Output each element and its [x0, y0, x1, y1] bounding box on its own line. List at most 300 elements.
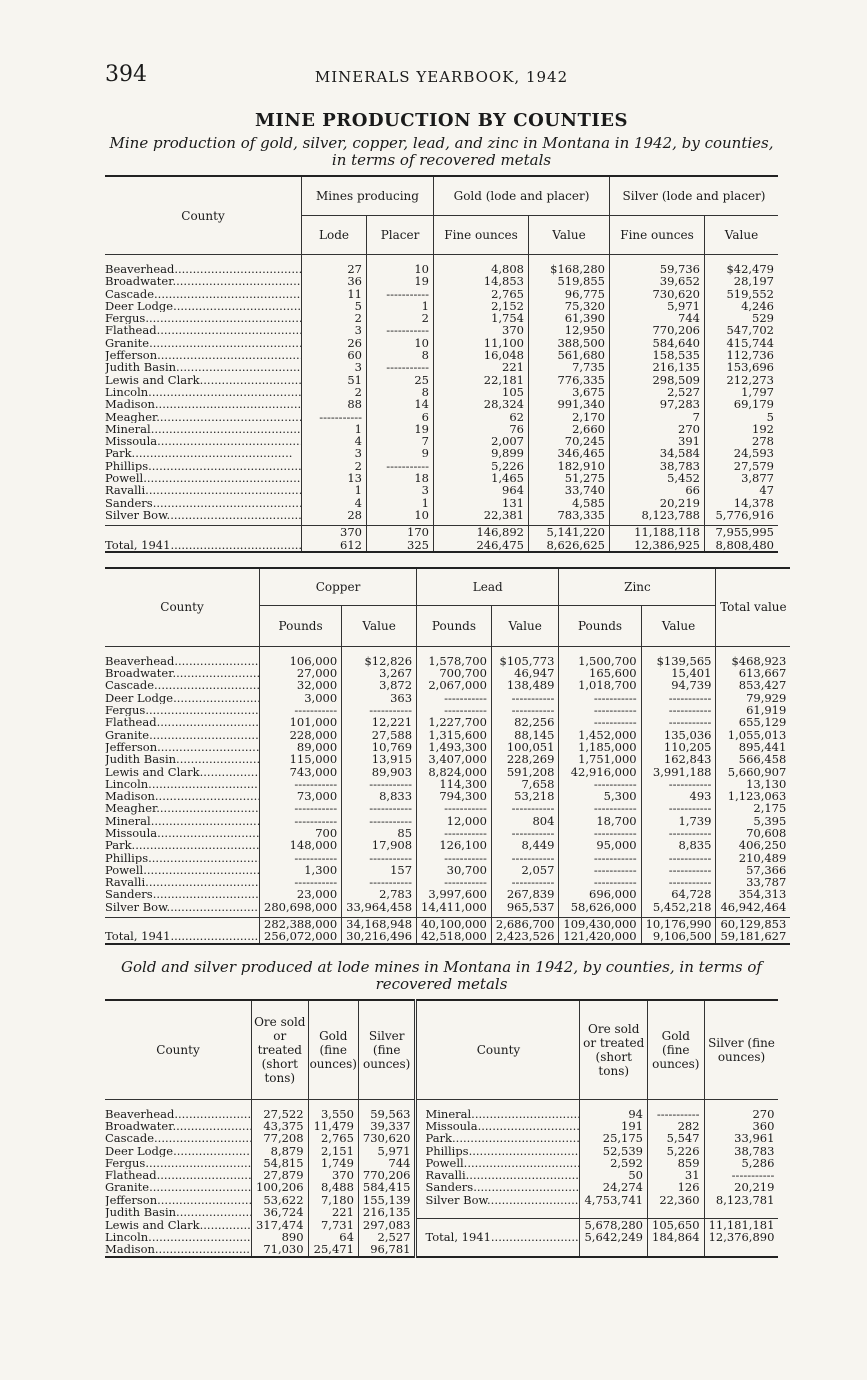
dot-leader	[176, 1206, 251, 1218]
table-row	[105, 398, 778, 410]
dot-leader	[173, 692, 259, 704]
county-name	[105, 435, 302, 447]
table-cell: 730,620	[610, 288, 705, 300]
table-cell: 22,381	[434, 509, 529, 521]
table-row	[105, 1132, 778, 1144]
table-cell: 566,458	[716, 753, 790, 765]
table-row	[105, 802, 790, 814]
county-label: Meagher	[105, 410, 157, 423]
empty-cell	[416, 1243, 580, 1256]
county-name	[105, 667, 260, 679]
table-cell: 853,427	[716, 679, 790, 691]
table-cell: 964	[434, 484, 529, 496]
dot-leader	[154, 1132, 251, 1144]
table-cell: 3,000	[260, 692, 342, 704]
county-name	[105, 704, 260, 716]
table-cell: $139,565	[641, 655, 716, 667]
table-cell: 2,783	[342, 888, 417, 900]
county-name	[105, 300, 302, 312]
total-cell: 5,678,280	[580, 1218, 648, 1231]
table-cell: 131	[434, 497, 529, 509]
county-label: Beaverhead	[105, 1107, 175, 1120]
table-cell: -----------	[641, 778, 716, 790]
col-lead-pounds: Pounds	[417, 605, 492, 646]
dot-leader	[153, 497, 302, 509]
table-cell: 7,731	[308, 1218, 358, 1231]
table-cell: 280,698,000	[260, 901, 342, 913]
county-name	[105, 1218, 252, 1231]
table-cell: 2,057	[491, 864, 559, 876]
table-cell: 7,180	[308, 1194, 358, 1206]
empty-cell	[704, 1206, 778, 1218]
table-cell: 278	[705, 435, 779, 447]
table-cell: 12,000	[417, 815, 492, 827]
table-cell: 3,407,000	[417, 753, 492, 765]
table-cell: 27,579	[705, 460, 779, 472]
table-cell: 59,563	[358, 1108, 416, 1120]
table-cell: 1,123,063	[716, 790, 790, 802]
table-cell: 112,736	[705, 349, 779, 361]
table-cell: 79,929	[716, 692, 790, 704]
table-cell: 100,051	[491, 741, 559, 753]
table-cell: 730,620	[358, 1132, 416, 1144]
table-cell: -----------	[491, 827, 559, 839]
table-cell: 157	[342, 864, 417, 876]
county-label: Flathead	[105, 324, 157, 337]
county-name	[105, 509, 302, 521]
county-name	[416, 1145, 580, 1157]
table-cell: 100,206	[252, 1181, 309, 1193]
table-cell: 32,000	[260, 679, 342, 691]
col-lode: Lode	[302, 216, 367, 255]
total-label	[416, 1218, 580, 1231]
table-cell: 794,300	[417, 790, 492, 802]
dot-leader	[174, 263, 301, 275]
table-cell: 13	[302, 472, 367, 484]
dot-leader	[170, 539, 301, 552]
col-silver-right: Silver (fine ounces)	[704, 1000, 778, 1100]
table-cell: 282	[648, 1120, 705, 1132]
dot-leader	[149, 1181, 251, 1193]
table-cell: 162,843	[641, 753, 716, 765]
table-cell: 85	[342, 827, 417, 839]
journal-title: MINERALS YEARBOOK, 1942	[314, 68, 569, 86]
col-lead-value: Value	[491, 605, 559, 646]
county-name	[105, 423, 302, 435]
county-label: Judith Basin	[105, 753, 177, 766]
col-county: County	[105, 176, 302, 255]
county-label: Park	[105, 447, 132, 460]
table-cell: 519,552	[705, 288, 779, 300]
county-label: Madison	[105, 1243, 155, 1257]
county-label: Lewis and Clark	[105, 765, 200, 778]
table-cell: -----------	[641, 876, 716, 888]
county-label: Powell	[105, 472, 144, 485]
county-name	[105, 1132, 252, 1144]
table-cell: 297,083	[358, 1218, 416, 1231]
dot-leader	[471, 1108, 580, 1120]
dot-leader	[491, 1231, 580, 1243]
county-label: Phillips	[105, 851, 149, 864]
table-cell: 62	[434, 411, 529, 423]
table-cell: 360	[704, 1120, 778, 1132]
table-cell: 228,269	[491, 753, 559, 765]
dot-leader	[172, 1120, 251, 1132]
dot-leader	[155, 1243, 252, 1256]
col-copper-value: Value	[342, 605, 417, 646]
table-row	[105, 1231, 778, 1243]
table-cell: 744	[358, 1157, 416, 1169]
total-cell: 30,216,496	[342, 930, 417, 943]
table-cell: -----------	[417, 852, 492, 864]
table-cell: 655,129	[716, 716, 790, 728]
table-cell: 2	[302, 460, 367, 472]
table-cell: 5,452	[610, 472, 705, 484]
col-ore-right: Ore sold or treated (short tons)	[580, 1000, 648, 1100]
table-cell: 221	[434, 361, 529, 373]
table-cell: 2,067,000	[417, 679, 492, 691]
county-name	[105, 766, 260, 778]
table-cell: -----------	[342, 704, 417, 716]
table-cell: 363	[342, 692, 417, 704]
table-cell: 4,246	[705, 300, 779, 312]
county-name	[105, 679, 260, 691]
county-name	[416, 1194, 580, 1206]
dot-leader	[155, 398, 302, 410]
dot-leader	[153, 888, 260, 900]
dot-leader	[200, 1218, 252, 1231]
table-cell: 66	[610, 484, 705, 496]
county-label: Madison	[105, 398, 155, 411]
dot-leader	[148, 386, 301, 398]
county-label: Broadwater	[105, 1119, 173, 1133]
table-cell: 415,744	[705, 337, 779, 349]
county-label: Granite	[105, 1181, 150, 1194]
total-cell: 40,100,000	[417, 918, 492, 931]
county-label: Missoula	[425, 1119, 478, 1133]
county-name	[105, 497, 302, 509]
table-cell: 148,000	[260, 839, 342, 851]
table-cell: 31	[648, 1169, 705, 1181]
county-label: Flathead	[105, 716, 157, 729]
table-cell: 28,324	[434, 398, 529, 410]
total-cell: 105,650	[648, 1218, 705, 1231]
table-cell: 2,660	[529, 423, 610, 435]
county-name	[105, 1181, 252, 1193]
table-cell: 700,700	[417, 667, 492, 679]
county-label: Park	[105, 839, 132, 852]
total-cell: 9,106,500	[641, 930, 716, 943]
county-name	[105, 484, 302, 496]
table-cell: 8,123,781	[704, 1194, 778, 1206]
table-cell: 8,879	[252, 1145, 309, 1157]
dot-leader	[172, 667, 259, 679]
table-cell: 20,219	[610, 497, 705, 509]
table-row	[105, 716, 790, 728]
county-label: Meagher	[105, 802, 157, 815]
table-cell: 2,007	[434, 435, 529, 447]
county-label: Missoula	[105, 826, 158, 840]
table-cell: $42,479	[705, 263, 779, 275]
table-cell: -----------	[417, 876, 492, 888]
dot-leader	[155, 790, 260, 802]
table-cell: 744	[610, 312, 705, 324]
col-silver: Silver (lode and placer)	[610, 176, 779, 216]
table-cell: 10	[367, 337, 434, 349]
table-cell: 115,000	[260, 753, 342, 765]
table-cell: 47	[705, 484, 779, 496]
table-cell: 1,018,700	[559, 679, 641, 691]
county-name	[105, 716, 260, 728]
county-name	[105, 1169, 252, 1181]
dot-leader	[157, 716, 260, 728]
table-cell: 12,221	[342, 716, 417, 728]
table-cell: 13,915	[342, 753, 417, 765]
table-cell: 57,366	[716, 864, 790, 876]
county-name	[105, 349, 302, 361]
table-cell: 64,728	[641, 888, 716, 900]
table-cell: 61,390	[529, 312, 610, 324]
table-cell: 519,855	[529, 275, 610, 287]
table-cell: 3,267	[342, 667, 417, 679]
total-row	[105, 539, 778, 552]
total-label	[105, 930, 260, 943]
table-cell: 158,535	[610, 349, 705, 361]
gold-silver-table	[105, 175, 778, 553]
county-label: Jefferson	[105, 1193, 158, 1207]
total-cell: 8,626,625	[529, 539, 610, 552]
table-cell: 547,702	[705, 324, 779, 336]
dot-leader	[173, 300, 301, 312]
table-cell: -----------	[417, 704, 492, 716]
county-name	[105, 324, 302, 336]
table-cell: 5,395	[716, 815, 790, 827]
county-label: Silver Bow	[105, 900, 167, 914]
county-label: Park	[425, 1132, 453, 1145]
table-cell: 22,181	[434, 374, 529, 386]
table-cell: 11,100	[434, 337, 529, 349]
dot-leader	[464, 1157, 580, 1169]
total-row	[105, 526, 778, 539]
table-cell: 1,739	[641, 815, 716, 827]
table-cell: 33,740	[529, 484, 610, 496]
county-name	[416, 1231, 580, 1243]
county-name	[105, 275, 302, 287]
table-cell: 126	[648, 1181, 705, 1193]
county-label: Jefferson	[105, 349, 158, 362]
table-cell: 14,411,000	[417, 901, 492, 913]
total-cell: 370	[302, 526, 367, 539]
table-cell: 8,123,788	[610, 509, 705, 521]
table-cell: -----------	[260, 852, 342, 864]
table-cell: 370	[434, 324, 529, 336]
table-cell: 97,283	[610, 398, 705, 410]
table-cell: 1,055,013	[716, 729, 790, 741]
page	[105, 60, 787, 1258]
table-cell: 298,509	[610, 374, 705, 386]
county-label: Missoula	[105, 435, 158, 448]
total-cell: 109,430,000	[559, 918, 641, 931]
table-cell: 38,783	[704, 1145, 778, 1157]
table-cell: 14,378	[705, 497, 779, 509]
table-cell: 71,030	[252, 1243, 309, 1256]
table-cell: 391	[610, 435, 705, 447]
dot-leader	[132, 447, 293, 459]
table-cell: 2	[302, 386, 367, 398]
table-row	[105, 484, 778, 496]
table-cell: 493	[641, 790, 716, 802]
table-cell: 54,815	[252, 1157, 309, 1169]
col-ore-left: Ore sold or treated (short tons)	[252, 1000, 309, 1100]
table-cell: -----------	[342, 852, 417, 864]
col-copper-pounds: Pounds	[260, 605, 342, 646]
col-silver-ounces: Fine ounces	[610, 216, 705, 255]
table-cell: 18	[367, 472, 434, 484]
dot-leader	[452, 1132, 580, 1144]
dot-leader	[132, 839, 260, 851]
table-cell: 561,680	[529, 349, 610, 361]
total-cell: 146,892	[434, 526, 529, 539]
table-row	[105, 447, 778, 459]
county-name	[416, 1108, 580, 1120]
table-cell: 221	[308, 1206, 358, 1218]
table-cell: -----------	[704, 1169, 778, 1181]
table-cell: -----------	[417, 802, 492, 814]
county-name	[105, 386, 302, 398]
table-cell: 73,000	[260, 790, 342, 802]
table-cell: 191	[580, 1120, 648, 1132]
total-cell: 59,181,627	[716, 930, 790, 943]
dot-leader	[173, 1145, 251, 1157]
table-cell: 7,658	[491, 778, 559, 790]
total-cell: 60,129,853	[716, 918, 790, 931]
table-cell: 3,872	[342, 679, 417, 691]
county-label: Granite	[105, 336, 150, 350]
county-name	[105, 815, 260, 827]
table-cell: 8,488	[308, 1181, 358, 1193]
table-cell: 12,950	[529, 324, 610, 336]
table-cell: 46,942,464	[716, 901, 790, 913]
table-cell: 4	[302, 497, 367, 509]
col-county-left: County	[105, 1000, 252, 1100]
table-row	[105, 839, 790, 851]
total-cell: 282,388,000	[260, 918, 342, 931]
total-cell: 121,420,000	[559, 930, 641, 943]
total-cell: 184,864	[648, 1231, 705, 1243]
table-cell: 106,000	[260, 655, 342, 667]
table-cell: 105	[434, 386, 529, 398]
county-name	[105, 778, 260, 790]
table-row	[105, 1145, 778, 1157]
table-cell: 36,724	[252, 1206, 309, 1218]
table-cell: 8	[367, 386, 434, 398]
table-cell: 13,130	[716, 778, 790, 790]
table-cell: 406,250	[716, 839, 790, 851]
total-cell: 8,808,480	[705, 539, 779, 552]
table-cell: 965,537	[491, 901, 559, 913]
dot-leader	[156, 411, 301, 423]
empty-cell	[648, 1206, 705, 1218]
copper-lead-zinc-table	[105, 567, 790, 945]
table-cell: 19	[367, 423, 434, 435]
county-name	[105, 729, 260, 741]
lode-mines-table	[105, 999, 778, 1258]
table-cell: 53,622	[252, 1194, 309, 1206]
table-cell: 1,300	[260, 864, 342, 876]
dot-leader	[466, 1169, 580, 1181]
dot-leader	[145, 312, 301, 324]
county-name	[105, 1157, 252, 1169]
table-cell: 30,700	[417, 864, 492, 876]
county-label: Ravalli	[105, 484, 146, 497]
col-total-value: Total value	[716, 568, 790, 647]
total-label-text: Total, 1941	[105, 538, 171, 552]
table-cell: 210,489	[716, 852, 790, 864]
dot-leader	[157, 1194, 251, 1206]
table-cell: 5,971	[610, 300, 705, 312]
table-cell: -----------	[559, 852, 641, 864]
table-cell: -----------	[367, 288, 434, 300]
table-cell: 1,465	[434, 472, 529, 484]
county-name	[105, 1243, 252, 1256]
table-cell: -----------	[302, 411, 367, 423]
table-cell: -----------	[491, 692, 559, 704]
county-name	[105, 1231, 252, 1243]
county-label: Mineral	[105, 422, 151, 436]
table-cell: 591,208	[491, 766, 559, 778]
table-cell: 138,489	[491, 679, 559, 691]
table-cell: 8,833	[342, 790, 417, 802]
total-cell: 10,176,990	[641, 918, 716, 931]
county-label: Lincoln	[105, 1231, 149, 1244]
table-cell: 859	[648, 1157, 705, 1169]
county-name	[105, 876, 260, 888]
county-name	[416, 1157, 580, 1169]
table-cell: 51,275	[529, 472, 610, 484]
total-cell: 5,642,249	[580, 1231, 648, 1243]
table-cell: 8,824,000	[417, 766, 492, 778]
table-cell: 17,908	[342, 839, 417, 851]
table-row	[105, 1206, 778, 1218]
table-cell: 696,000	[559, 888, 641, 900]
dot-leader	[148, 778, 259, 790]
county-label: Total, 1941	[425, 1231, 491, 1244]
table-cell: -----------	[641, 864, 716, 876]
table-cell: -----------	[559, 692, 641, 704]
county-label: Fergus	[105, 704, 146, 717]
col-gold-right: Gold (fine ounces)	[648, 1000, 705, 1100]
county-label: Mineral	[425, 1107, 472, 1120]
total-cell: 325	[367, 539, 434, 552]
table-cell: 5,226	[648, 1145, 705, 1157]
total-label-text: Total, 1941	[105, 930, 171, 944]
county-label: Flathead	[105, 1169, 157, 1182]
table-cell: 38,783	[610, 460, 705, 472]
table-cell: -----------	[559, 716, 641, 728]
table-cell: 584,415	[358, 1181, 416, 1193]
table-row	[105, 1194, 778, 1206]
county-label: Powell	[105, 863, 144, 877]
table-cell: 1,749	[308, 1157, 358, 1169]
table-cell: 39,652	[610, 275, 705, 287]
county-name	[105, 827, 260, 839]
table-cell: 25,175	[580, 1132, 648, 1144]
table-cell: 51	[302, 374, 367, 386]
county-name	[105, 839, 260, 851]
table-cell: 267,839	[491, 888, 559, 900]
table-cell: 1,493,300	[417, 741, 492, 753]
county-name	[105, 741, 260, 753]
